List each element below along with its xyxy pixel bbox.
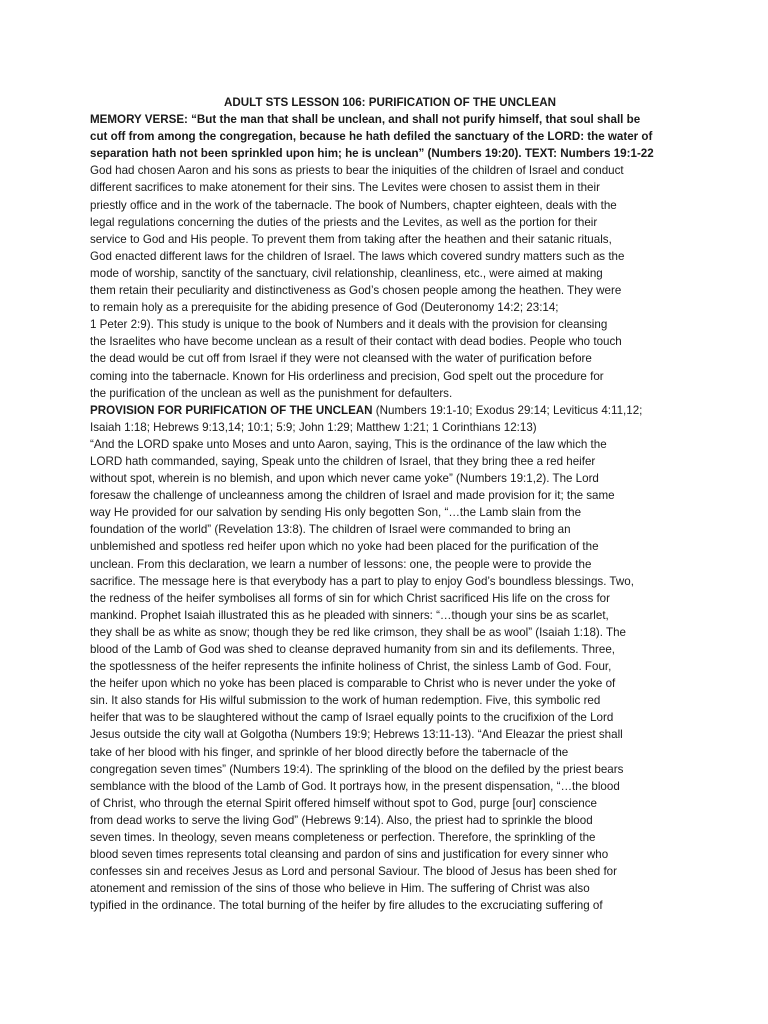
bold-run: MEMORY VERSE: “But the man that shall be unclean, and shall not purify himself, that soul shall be [90,113,641,127]
bold-run: separation hath not been sprinkled upon him; he is unclean” (Numbers 19:20). TEXT: Numbers 19:1-22 [90,147,654,161]
text-line [90,333,690,350]
document-page [90,94,690,915]
text-run: they shall be as white as snow; though they be red like crimson, they shall be as wool” (Isaiah 1:18). The [90,625,626,639]
text-line [90,658,690,675]
text-line [90,265,690,282]
text-run: the purification of the unclean as well as the punishment for defaulters. [90,386,453,400]
text-run: congregation seven times” (Numbers 19:4). The sprinkling of the blood on the defiled by the priest bears [90,762,624,776]
text-run: service to God and His people. To prevent them from taking after the heathen and their satanic rituals, [90,232,612,246]
text-line [90,709,690,726]
text-line [90,145,690,162]
text-line [90,368,690,385]
text-line [90,812,690,829]
text-run: without spot, wherein is no blemish, and upon which never came yoke” (Numbers 19:1,2). The Lord [90,472,599,486]
text-run: the redness of the heifer symbolises all forms of sin for which Christ sacrificed His life on the cross for [90,591,610,605]
text-line [90,744,690,761]
text-line [90,470,690,487]
text-run: heifer that was to be slaughtered without the camp of Israel equally points to the crucifixion of the Lord [90,711,614,725]
text-run: God had chosen Aaron and his sons as priests to bear the iniquities of the children of Israel and conduct [90,164,624,178]
text-line [90,299,690,316]
text-line [90,795,690,812]
text-run: unblemished and spotless red heifer upon which no yoke had been placed for the purification of the [90,540,599,554]
text-run: the spotlessness of the heifer represents the infinite holiness of Christ, the sinless Lamb of God. Four, [90,660,612,674]
text-run: blood of the Lamb of God was shed to cleanse depraved humanity from sin and its defilements. Three, [90,643,616,656]
text-line [90,402,690,419]
text-line [90,350,690,367]
text-run: atonement and remission of the sins of those who believe in Him. The suffering of Christ was also [90,882,590,896]
text-line [90,316,690,333]
text-run: typified in the ordinance. The total burning of the heifer by fire alludes to the excruciating suffering of [90,899,603,913]
text-line [90,573,690,590]
text-line [90,231,690,248]
text-run: foresaw the challenge of uncleanness among the children of Israel and made provision for it; the same [90,489,615,503]
text-run: different sacrifices to make atonement for their sins. The Levites were chosen to assist them in their [90,181,600,195]
text-line [90,590,690,607]
text-line [90,897,690,914]
text-line [90,111,690,128]
text-line [90,214,690,231]
bold-run: PROVISION FOR PURIFICATION OF THE UNCLEAN [90,403,373,417]
text-run: “And the LORD spake unto Moses and unto Aaron, saying, This is the ordinance of the law which the [90,437,607,451]
text-line [90,282,690,299]
text-line [90,641,690,658]
text-run: mankind. Prophet Isaiah illustrated this as he pleaded with sinners: “…though your sins be as scarlet, [90,608,609,622]
text-run: blood seven times represents total cleansing and pardon of sins and justification for every sinner who [90,848,609,862]
document-body [90,111,690,914]
text-line [90,726,690,743]
text-run: way He provided for our salvation by sending His only begotten Son, “…the Lamb slain from the [90,506,582,520]
text-run: sin. It also stands for His wilful submission to the work of human redemption. Five, this symbolic red [90,694,601,708]
text-line [90,487,690,504]
text-run: them retain their peculiarity and distinctiveness as God’s chosen people among the heathen. They were [90,284,622,298]
text-run: sacrifice. The message here is that everybody has a part to play to enjoy God’s boundless blessings. Two, [90,574,634,588]
text-run: from dead works to serve the living God” (Hebrews 9:14). Also, the priest had to sprinkle the blood [90,813,593,827]
text-run: foundation of the world” (Revelation 13:8). The children of Israel were commanded to bring an [90,523,571,537]
text-line [90,675,690,692]
text-line [90,829,690,846]
text-line [90,436,690,453]
text-line [90,453,690,470]
text-run: the Israelites who have become unclean as a result of their contact with dead bodies. People who touch [90,335,622,349]
text-line [90,128,690,145]
text-line [90,761,690,778]
bold-run: cut off from among the congregation, because he hath defiled the sanctuary of the LORD: the water of [90,130,653,144]
text-run: semblance with the blood of the Lamb of God. It portrays how, in the present dispensation, “…the blood [90,779,620,793]
text-line [90,504,690,521]
text-run: priestly office and in the work of the tabernacle. The book of Numbers, chapter eighteen, deals with the [90,198,617,212]
text-line [90,521,690,538]
text-run: mode of worship, sanctity of the sanctuary, civil relationship, cleanliness, etc., were aimed at making [90,266,603,280]
text-line [90,607,690,624]
text-run: (Numbers 19:1-10; Exodus 29:14; Leviticus 4:11,12; [372,403,643,417]
text-line [90,197,690,214]
text-run: take of her blood with his finger, and sprinkle of her blood directly before the tabernacle of the [90,745,569,759]
text-line [90,419,690,436]
text-run: the heifer upon which no yoke has been placed is comparable to Christ who is never under the yoke of [90,677,616,691]
text-run: Jesus outside the city wall at Golgotha (Numbers 19:9; Hebrews 13:11-13). “And Eleazar the priest shall [90,728,623,742]
text-line [90,385,690,402]
document-title: ADULT STS LESSON 106: PURIFICATION OF THE UNCLEAN [224,96,556,109]
text-line [90,179,690,196]
text-line [90,538,690,555]
text-line [90,248,690,265]
text-run: legal regulations concerning the duties of the priests and the Levites, as well as the portion for their [90,215,598,229]
text-line [90,778,690,795]
text-run: seven times. In theology, seven means completeness or perfection. Therefore, the sprinkling of the [90,831,596,845]
text-run: 1 Peter 2:9). This study is unique to the book of Numbers and it deals with the provision for cleansing [90,318,608,332]
text-run: confesses sin and receives Jesus as Lord and personal Saviour. The blood of Jesus has been shed for [90,865,617,879]
text-run: of Christ, who through the eternal Spirit offered himself without spot to God, purge [our] conscience [90,796,597,810]
text-run: coming into the tabernacle. Known for His orderliness and precision, God spelt out the procedure for [90,369,604,383]
text-line [90,846,690,863]
text-run: to remain holy as a prerequisite for the abiding presence of God (Deuteronomy 14:2; 23:14; [90,301,559,315]
text-run: Isaiah 1:18; Hebrews 9:13,14; 10:1; 5:9; John 1:29; Matthew 1:21; 1 Corinthians 12:13) [90,420,537,434]
text-line [90,162,690,179]
text-line [90,624,690,641]
text-line [90,556,690,573]
text-line [90,863,690,880]
text-run: LORD hath commanded, saying, Speak unto the children of Israel, that they bring thee a red heifer [90,454,596,468]
text-line [90,692,690,709]
text-run: unclean. From this declaration, we learn a number of lessons: one, the people were to provide the [90,557,592,571]
text-run: the dead would be cut off from Israel if they were not cleansed with the water of purification before [90,352,592,366]
text-run: God enacted different laws for the children of Israel. The laws which covered sundry matters such as the [90,249,625,263]
text-line [90,880,690,897]
